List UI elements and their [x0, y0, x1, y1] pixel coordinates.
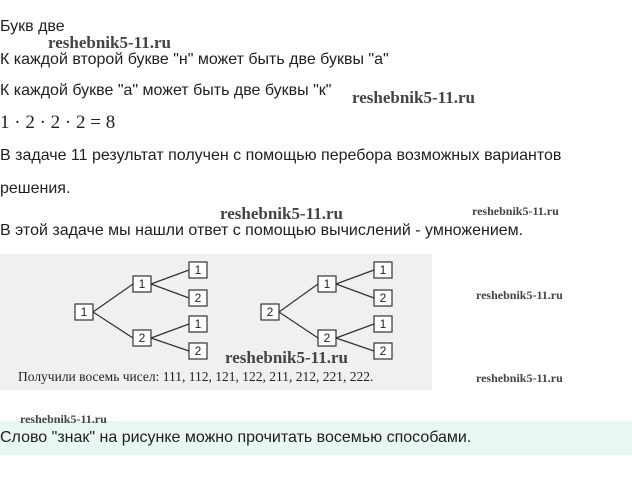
watermark: reshebnik5-11.ru	[220, 204, 343, 223]
text-line-6: В этой задаче мы нашли ответ с помощью вычислений - умножением.	[0, 222, 524, 239]
text-line-2: К каждой второй букве "н" может быть две буквы "а"	[0, 51, 389, 68]
formula: 1 · 2 · 2 · 2 = 8	[0, 112, 116, 133]
svg-text:1: 1	[80, 305, 88, 319]
tree-1-leaf-1	[189, 262, 207, 278]
text-line-1: Букв две	[0, 18, 65, 35]
svg-text:2: 2	[323, 331, 331, 345]
tree-1-mid-1	[133, 276, 151, 292]
text-line-5: решения.	[0, 180, 71, 197]
figure-caption: Получили восемь чисел: 111, 112, 121, 122, 211, 212, 221, 222.	[18, 369, 374, 384]
svg-text:2: 2	[379, 291, 387, 305]
svg-text:1: 1	[323, 277, 331, 291]
tree-1	[75, 262, 207, 359]
text-line-3: К каждой букве "а" может быть две буквы "к"	[0, 82, 332, 99]
tree-2-leaf-3	[374, 316, 392, 332]
svg-text:1: 1	[194, 263, 202, 277]
svg-text:1: 1	[379, 263, 387, 277]
watermark: reshebnik5-11.ru	[352, 88, 475, 107]
svg-text:1: 1	[138, 277, 146, 291]
watermark: reshebnik5-11.ru	[225, 348, 348, 367]
tree-2-leaf-2	[374, 290, 392, 306]
tree-2-leaf-4	[374, 343, 392, 359]
tree-2-mid-1	[318, 276, 336, 292]
svg-text:2: 2	[266, 305, 274, 319]
tree-1-leaf-4	[189, 343, 207, 359]
watermark: reshebnik5-11.ru	[472, 204, 559, 218]
text-line-4: В задаче 11 результат получен с помощью перебора возможных вариантов	[0, 147, 562, 164]
tree-2-leaf-1	[374, 262, 392, 278]
svg-text:2: 2	[194, 291, 202, 305]
svg-text:1: 1	[194, 317, 202, 331]
tree-1-mid-2	[133, 330, 151, 346]
watermark: reshebnik5-11.ru	[476, 288, 563, 302]
tree-2-mid-2	[318, 330, 336, 346]
watermark: reshebnik5-11.ru	[48, 33, 171, 52]
tree-2	[261, 262, 392, 359]
watermark: reshebnik5-11.ru	[476, 371, 563, 385]
svg-text:2: 2	[194, 344, 202, 358]
tree-1-leaf-2	[189, 290, 207, 306]
tree-1-leaf-3	[189, 316, 207, 332]
watermark: reshebnik5-11.ru	[20, 412, 107, 426]
svg-text:2: 2	[138, 331, 146, 345]
tree-2-root	[261, 304, 279, 320]
text-line-7: Слово "знак" на рисунке можно прочитать восемью способами.	[0, 429, 472, 446]
tree-1-root	[75, 304, 93, 320]
svg-text:1: 1	[379, 317, 387, 331]
svg-text:2: 2	[379, 344, 387, 358]
